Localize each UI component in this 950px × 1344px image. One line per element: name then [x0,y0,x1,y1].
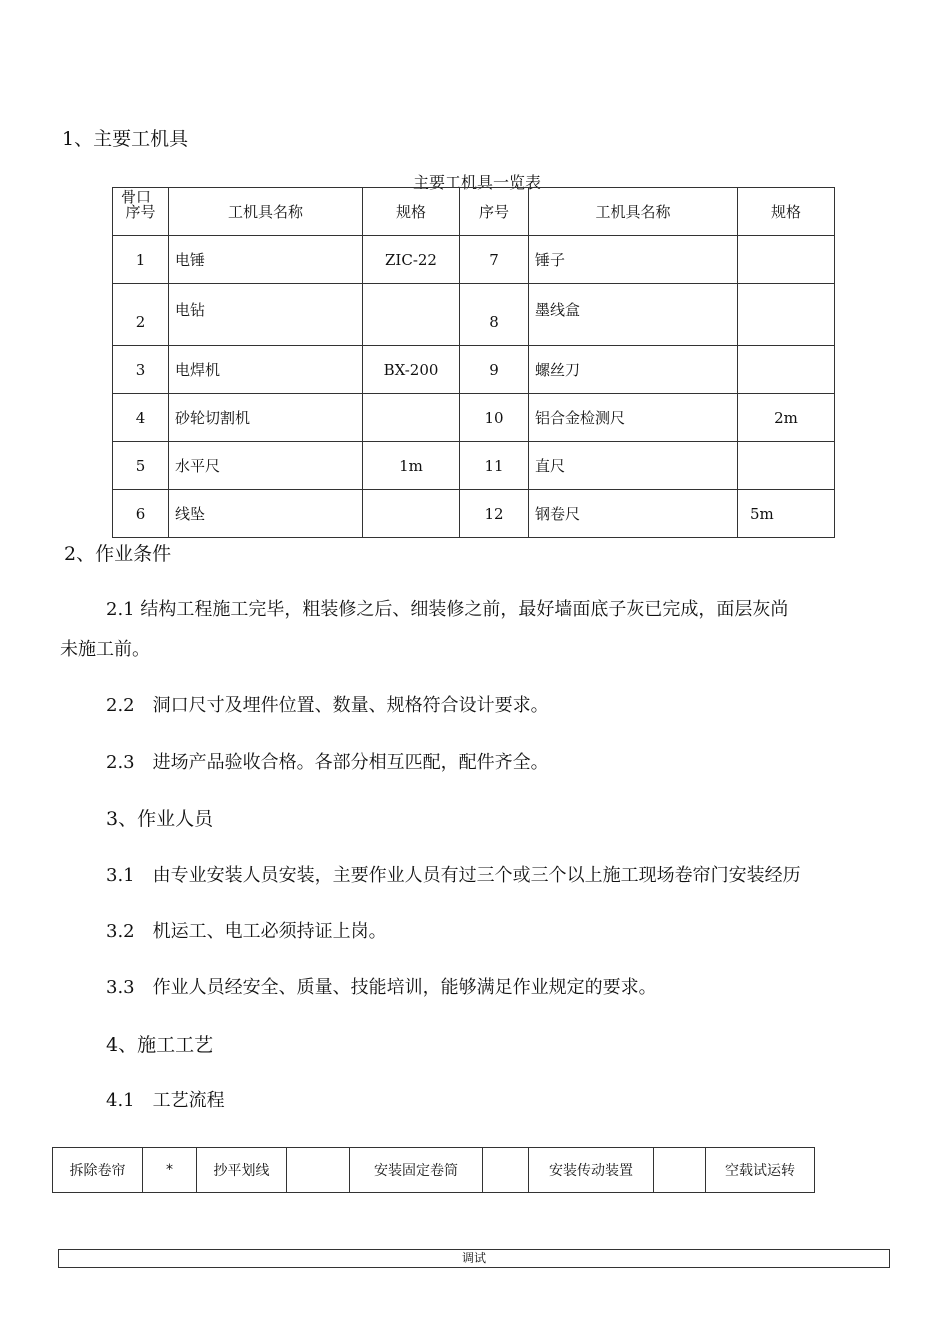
tool-name: 水平尺 [169,442,363,490]
tool-name: 电钻 [169,284,363,346]
process-flow-row [53,1148,815,1193]
tool-spec [363,394,460,442]
paragraph-3-3: 3.3 作业人员经安全、质量、技能培训，能够满足作业规定的要求。 [106,977,657,998]
tool-spec [738,284,835,346]
tool-spec: BX-200 [363,346,460,394]
tool-name: 砂轮切割机 [169,394,363,442]
tool-name: 锤子 [529,236,738,284]
flow-step-4: 安装传动装置 [529,1148,654,1193]
tool-spec [738,236,835,284]
paragraph-4-1: 4.1 工艺流程 [106,1090,225,1111]
row-no: 5 [113,442,169,490]
flow-arrow-cell [483,1148,529,1193]
process-flow-table [52,1147,815,1193]
row-no: 2 [113,284,169,346]
tool-name: 电焊机 [169,346,363,394]
tool-spec: ZIC-22 [363,236,460,284]
header-no-1: 序号 骨口 [113,188,169,236]
tool-spec: 1m [363,442,460,490]
flow-step-2: 抄平划线 [197,1148,287,1193]
flow-arrow-cell [654,1148,706,1193]
tool-name: 铝合金检测尺 [529,394,738,442]
tool-spec [363,284,460,346]
tool-name: 钢卷尺 [529,490,738,538]
paragraph-3-2: 3.2 机运工、电工必须持证上岗。 [106,921,387,942]
row-no: 11 [460,442,529,490]
row-no: 10 [460,394,529,442]
paragraph-2-1-line1: 2.1 结构工程施工完毕，粗装修之后、细装修之前，最好墙面底子灰已完成，面层灰尚 [106,599,789,620]
tool-name: 线坠 [169,490,363,538]
paragraph-2-2: 2.2 洞口尺寸及埋件位置、数量、规格符合设计要求。 [106,695,549,716]
paragraph-3-1: 3.1 由专业安装人员安装，主要作业人员有过三个或三个以上施工现场卷帘门安装经历 [106,865,801,886]
row-no: 8 [460,284,529,346]
row-no: 1 [113,236,169,284]
tool-name: 直尺 [529,442,738,490]
header-spec-1: 规格 [363,188,460,236]
row-no: 4 [113,394,169,442]
section-3-title: 3、作业人员 [106,808,214,830]
row-no: 7 [460,236,529,284]
flow-step-1: 拆除卷帘 [53,1148,143,1193]
tool-spec: 2m [738,394,835,442]
tools-table [112,187,835,538]
tool-name: 螺丝刀 [529,346,738,394]
header-name-2: 工机具名称 [529,188,738,236]
header-no-2: 序号 [460,188,529,236]
table-row [113,236,835,284]
tool-spec [738,442,835,490]
table-row [113,442,835,490]
flow-arrow-cell: * [143,1148,197,1193]
header-spec-2: 规格 [738,188,835,236]
table-header-row [113,188,835,236]
section-4-title: 4、施工工艺 [106,1034,214,1056]
tool-name: 电锤 [169,236,363,284]
flow-step-3: 安装固定卷筒 [350,1148,483,1193]
debug-step-box: 调试 [58,1249,890,1268]
paragraph-2-3: 2.3 进场产品验收合格。各部分相互匹配，配件齐全。 [106,752,549,773]
tool-spec [738,346,835,394]
header-name-1: 工机具名称 [169,188,363,236]
tool-name: 墨线盒 [529,284,738,346]
tool-spec [363,490,460,538]
table-row [113,284,835,346]
tool-spec: 5m [738,490,835,538]
row-no: 3 [113,346,169,394]
section-2-title: 2、作业条件 [64,543,172,565]
paragraph-2-1-line2: 未施工前。 [60,639,150,660]
table-row [113,490,835,538]
row-no: 9 [460,346,529,394]
table-row [113,394,835,442]
row-no: 12 [460,490,529,538]
row-no: 6 [113,490,169,538]
stray-label: 骨口 [121,188,152,206]
flow-arrow-cell [287,1148,350,1193]
table-caption: 主要工机具一览表 [413,173,542,192]
table-row [113,346,835,394]
section-1-title: 1、主要工机具 [62,128,189,150]
flow-step-5: 空载试运转 [706,1148,815,1193]
